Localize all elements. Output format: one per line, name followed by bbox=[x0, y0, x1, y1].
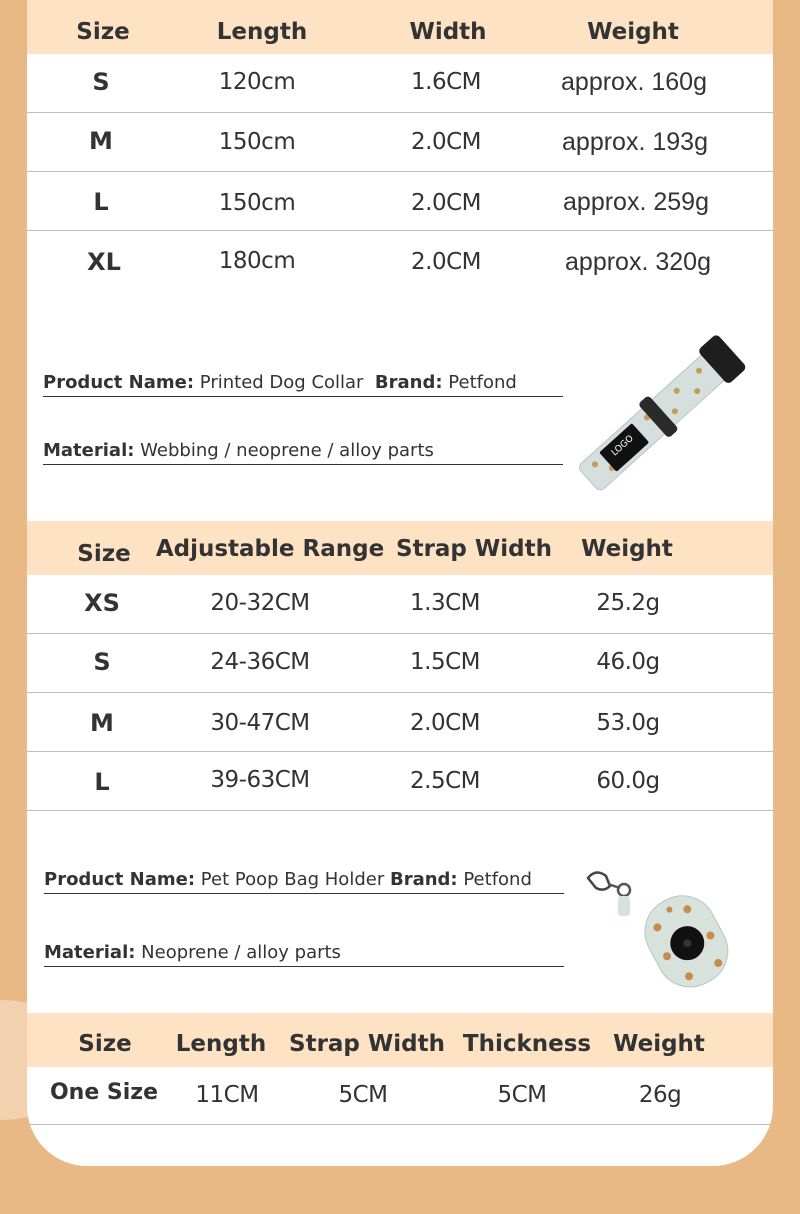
leash-cell-length: 120cm bbox=[218, 69, 296, 95]
spec-card bbox=[27, 0, 773, 1166]
bag-product-line bbox=[44, 869, 564, 894]
leash-cell-width: 2.0CM bbox=[411, 129, 481, 155]
dog-collar-image bbox=[577, 330, 752, 505]
collar-material-label: Material: bbox=[43, 440, 135, 461]
collar-material-value: Webbing / neoprene / alloy parts bbox=[140, 440, 434, 461]
leash-cell-length: 180cm bbox=[218, 248, 296, 274]
bag-header-strap: Strap Width bbox=[289, 1031, 445, 1057]
collar-cell-strap: 1.3CM bbox=[410, 590, 480, 616]
collar-logo-text: LOGO bbox=[609, 433, 636, 459]
bag-brand-value: Petfond bbox=[463, 869, 532, 890]
collar-cell-strap: 2.5CM bbox=[410, 768, 480, 794]
collar-cell-strap: 1.5CM bbox=[410, 649, 480, 675]
collar-header-strap: Strap Width bbox=[396, 536, 552, 562]
collar-cell-size: M bbox=[90, 709, 114, 737]
leash-cell-weight: approx. 320g bbox=[565, 248, 711, 276]
collar-brand-label: Brand: bbox=[374, 372, 443, 393]
collar-brand-value: Petfond bbox=[448, 372, 517, 393]
leash-row bbox=[27, 54, 773, 113]
collar-row bbox=[27, 634, 773, 693]
bag-cell-size: One Size bbox=[49, 1080, 159, 1105]
collar-cell-weight: 46.0g bbox=[596, 649, 660, 675]
bag-header-thickness: Thickness bbox=[462, 1031, 592, 1057]
leash-row bbox=[27, 231, 773, 290]
collar-cell-range: 24-36CM bbox=[210, 649, 310, 675]
collar-cell-strap: 2.0CM bbox=[410, 710, 480, 736]
poop-bag-holder-image bbox=[580, 868, 745, 993]
leash-cell-length: 150cm bbox=[218, 190, 296, 216]
collar-table-header bbox=[27, 521, 773, 575]
leash-cell-width: 2.0CM bbox=[411, 249, 481, 275]
leash-header-weight: Weight bbox=[587, 19, 679, 45]
collar-product-label: Product Name: bbox=[43, 372, 195, 393]
bag-material-value: Neoprene / alloy parts bbox=[141, 942, 341, 963]
collar-header-size: Size bbox=[77, 541, 131, 567]
leash-cell-weight: approx. 193g bbox=[562, 128, 708, 156]
leash-header-width: Width bbox=[409, 19, 487, 45]
collar-product-value: Printed Dog Collar bbox=[199, 372, 364, 393]
leash-cell-width: 2.0CM bbox=[411, 190, 481, 216]
bag-material-line bbox=[44, 942, 564, 967]
leash-row bbox=[27, 113, 773, 172]
collar-row bbox=[27, 752, 773, 811]
collar-header-range: Adjustable Range bbox=[155, 536, 385, 562]
bag-cell-thickness: 5CM bbox=[497, 1082, 547, 1108]
bag-cell-weight: 26g bbox=[638, 1082, 682, 1108]
collar-row bbox=[27, 575, 773, 634]
collar-cell-range: 20-32CM bbox=[210, 590, 310, 616]
bag-cell-length: 11CM bbox=[195, 1082, 259, 1108]
leash-cell-size: L bbox=[93, 188, 109, 216]
leash-cell-weight: approx. 160g bbox=[561, 68, 707, 96]
collar-cell-size: XS bbox=[84, 589, 120, 617]
leash-row bbox=[27, 172, 773, 231]
leash-header-size: Size bbox=[76, 19, 130, 45]
bag-header-weight: Weight bbox=[613, 1031, 705, 1057]
collar-cell-size: L bbox=[94, 768, 110, 796]
collar-cell-range: 39-63CM bbox=[210, 767, 310, 793]
leash-header-length: Length bbox=[216, 19, 308, 45]
leash-cell-weight: approx. 259g bbox=[563, 188, 709, 216]
bag-header-length: Length bbox=[175, 1031, 267, 1057]
bag-material-label: Material: bbox=[44, 942, 136, 963]
collar-cell-range: 30-47CM bbox=[210, 710, 310, 736]
collar-cell-size: S bbox=[93, 648, 111, 676]
collar-row bbox=[27, 693, 773, 752]
collar-cell-weight: 25.2g bbox=[596, 590, 660, 616]
leash-cell-length: 150cm bbox=[218, 129, 296, 155]
leash-cell-width: 1.6CM bbox=[411, 69, 481, 95]
bag-product-value: Pet Poop Bag Holder bbox=[200, 869, 385, 890]
bag-table-header bbox=[27, 1013, 773, 1067]
bag-row bbox=[27, 1067, 773, 1125]
bag-brand-label: Brand: bbox=[389, 869, 458, 890]
collar-product-line bbox=[43, 372, 563, 397]
collar-material-line bbox=[43, 440, 563, 465]
leash-cell-size: S bbox=[92, 68, 110, 96]
leash-cell-size: M bbox=[89, 127, 113, 155]
collar-cell-weight: 53.0g bbox=[596, 710, 660, 736]
collar-cell-weight: 60.0g bbox=[596, 768, 660, 794]
leash-table-header bbox=[27, 0, 773, 54]
bag-product-label: Product Name: bbox=[44, 869, 196, 890]
bag-cell-strap: 5CM bbox=[338, 1082, 388, 1108]
bag-header-size: Size bbox=[78, 1031, 132, 1057]
collar-header-weight: Weight bbox=[581, 536, 673, 562]
leash-cell-size: XL bbox=[87, 248, 121, 276]
